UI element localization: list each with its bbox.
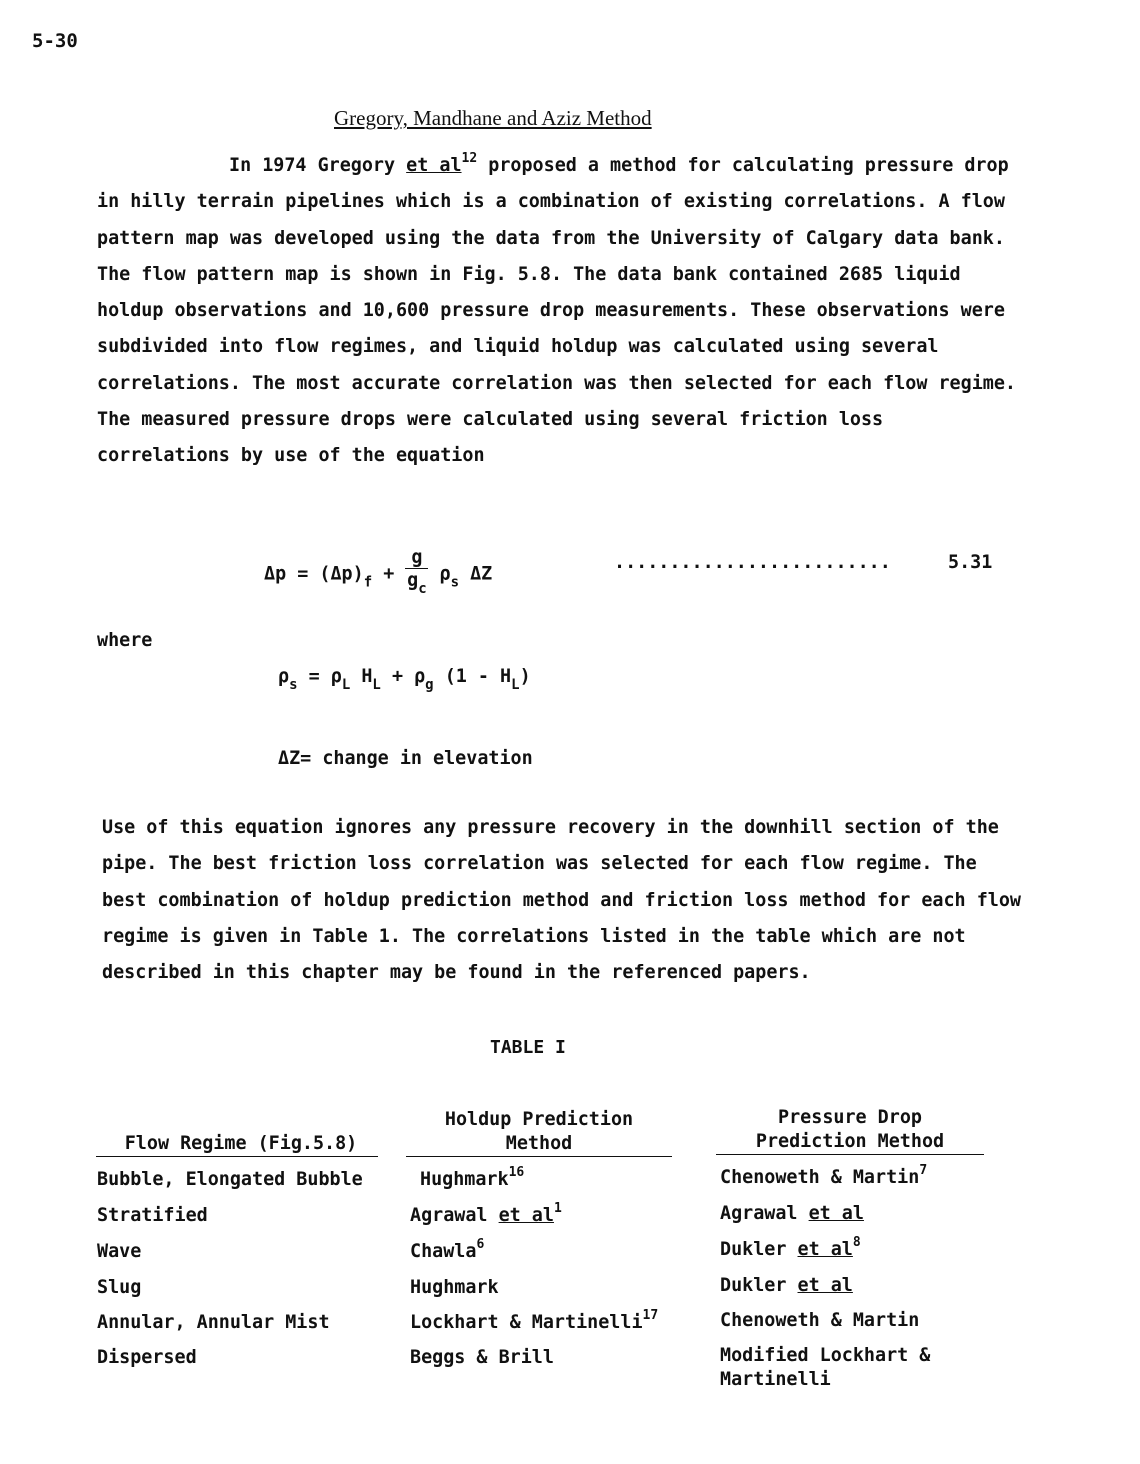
intro-paragraph bbox=[97, 148, 1027, 475]
table-cell-pressure: Dukler et $al^8$ bbox=[720, 1235, 861, 1260]
section-heading: Gregory, Mandhane and Aziz Method bbox=[334, 106, 652, 130]
eq-delta-z: ΔZ bbox=[470, 563, 493, 585]
table-cell-pressure: Agrawal et al bbox=[720, 1203, 864, 1224]
eq-leader-dots: ......................... bbox=[614, 552, 891, 573]
table-cell-holdup: Chawla$^6$ bbox=[410, 1237, 485, 1262]
table-cell-holdup: Hughmark bbox=[410, 1277, 499, 1298]
table-cell-holdup: Agrawal et $al^1$ bbox=[410, 1201, 562, 1226]
table-cell-regime: Stratified bbox=[97, 1205, 208, 1226]
table-cell-holdup: Beggs & Brill bbox=[410, 1347, 554, 1368]
intro-text-start: In 1974 Gregory bbox=[229, 155, 407, 176]
col-header-flow-regime: Flow Regime (Fig.5.8) bbox=[124, 1133, 358, 1154]
eq-friction-sub: f bbox=[363, 574, 373, 591]
table-cell-regime: Wave bbox=[97, 1241, 142, 1262]
col2-header-rule bbox=[406, 1156, 672, 1157]
table-cell-pressure-line2: Martinelli bbox=[720, 1369, 831, 1390]
eq-friction-term: (Δp) bbox=[319, 563, 364, 585]
col3-header-rule bbox=[716, 1154, 984, 1155]
col1-header-rule bbox=[96, 1156, 378, 1157]
reference-12: 12 bbox=[461, 151, 478, 166]
table-cell-pressure: Modified Lockhart & bbox=[720, 1345, 931, 1366]
table-cell-pressure: Chenoweth & Martin bbox=[720, 1310, 920, 1331]
table-cell-holdup: Hughmark$^{16}$ bbox=[420, 1165, 525, 1190]
eq-frac-denominator: $g_c$ bbox=[407, 570, 427, 597]
table-cell-regime: Dispersed bbox=[97, 1347, 197, 1368]
rho-s-definition: $\rho_s = \rho_L$ $H_L + \rho_g$ $(1 - H_L)$ bbox=[278, 666, 531, 693]
col-header-holdup-line2: Method bbox=[505, 1133, 573, 1154]
col-header-pressure-line1: Pressure Drop bbox=[778, 1107, 922, 1128]
et-al: et al bbox=[406, 155, 462, 176]
col-header-pressure-line2: Prediction Method bbox=[755, 1131, 945, 1152]
eq-rho: ρ bbox=[439, 563, 451, 585]
table-cell-holdup: Lockhart & Martinelli$^{17}$ bbox=[410, 1308, 659, 1333]
table-cell-regime: Slug bbox=[97, 1277, 142, 1298]
page-number: 5-30 bbox=[32, 30, 78, 52]
table-cell-regime: Annular, Annular Mist bbox=[97, 1312, 330, 1333]
table-cell-pressure: Dukler et al bbox=[720, 1275, 853, 1296]
table-cell-regime: Bubble, Elongated Bubble bbox=[97, 1169, 363, 1190]
where-label: where bbox=[97, 630, 153, 651]
equation-5-31 bbox=[264, 548, 492, 601]
eq-equals: = bbox=[297, 563, 309, 585]
delta-z-definition: ΔZ= change in elevation bbox=[278, 748, 533, 769]
eq-number: 5.31 bbox=[948, 552, 993, 573]
table-cell-pressure: Chenoweth & Martin$^7$ bbox=[720, 1163, 928, 1188]
col-header-holdup-line1: Holdup Prediction bbox=[444, 1109, 634, 1130]
table-title: TABLE I bbox=[490, 1037, 566, 1058]
intro-text-rest: proposed a method for calculating pressure drop in hilly terrain pipelines which is a combination of existing correlations. A flow pattern map was developed using the data from the University of Calgary data bank. The flow pattern map is shown in Fig. 5.8. The data bank contained 2685 liquid holdup observations and 10,600 pressure drop measurements. These observations were subdivided into flow regimes, and liquid holdup was calculated using several correlations. The most accurate correlation was then selected for each flow regime. The measured pressure drops were calculated using several friction loss correlations by use of the equation bbox=[97, 155, 1016, 467]
eq-plus: + bbox=[383, 563, 395, 585]
eq-fraction bbox=[405, 548, 428, 601]
eq-rho-sub: s bbox=[450, 574, 460, 591]
paragraph-2: Use of this equation ignores any pressure recovery in the downhill section of the pipe. The best friction loss correlation was selected for each flow regime. The best combination of holdup prediction method and friction loss method for each flow regime is given in Table 1. The correlations listed in the table which are not described in this chapter may be found in the referenced papers. bbox=[102, 817, 1021, 984]
eq-lhs: Δp bbox=[264, 563, 287, 585]
eq-frac-numerator: g bbox=[405, 548, 428, 569]
